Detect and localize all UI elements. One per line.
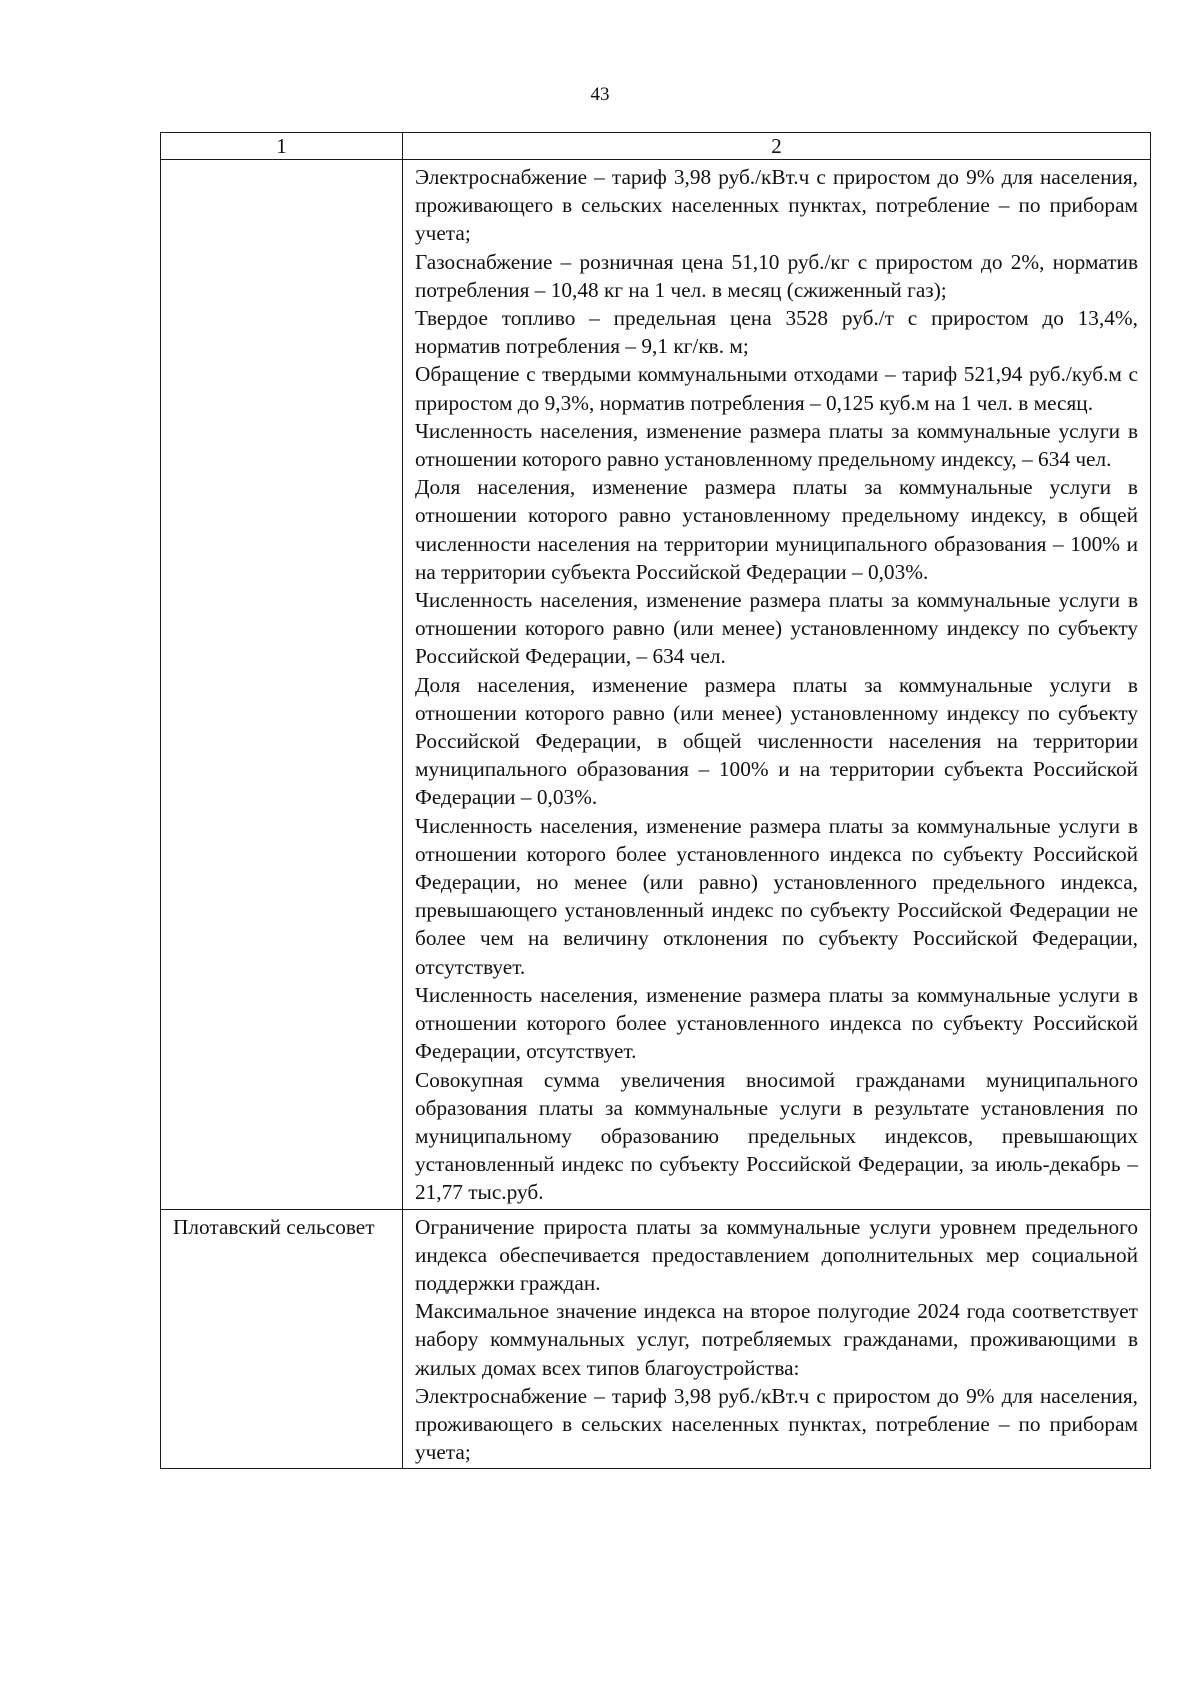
paragraph: Численность населения, изменение размера платы за коммунальные услуги в отношении которого более установленного индекса по субъекту Российской Федерации, но менее (или равно) установленного предельного индекса, превышающего установленный индекс по субъекту Российской Федерации не более чем на величину отклонения по субъекту Российской Федерации, отсутствует. bbox=[415, 813, 1138, 979]
paragraph: Численность населения, изменение размера платы за коммунальные услуги в отношении которого более установленного индекса по субъекту Российской Федерации, отсутствует. bbox=[415, 982, 1138, 1064]
table-header-row bbox=[161, 133, 1151, 160]
paragraph: Ограничение прироста платы за коммунальные услуги уровнем предельного индекса обеспечивается предоставлением дополнительных мер социальной поддержки граждан. bbox=[415, 1214, 1138, 1295]
tariff-table bbox=[160, 132, 1151, 1469]
column-header-2: 2 bbox=[403, 133, 1151, 160]
description-cell bbox=[403, 1209, 1151, 1469]
paragraph: Газоснабжение – розничная цена 51,10 руб./кг с приростом до 2%, норматив потребления – 10,48 кг на 1 чел. в месяц (сжиженный газ); bbox=[415, 249, 1138, 302]
paragraph: Максимальное значение индекса на второе полугодие 2024 года соответствует набору коммунальных услуг, потребляемых гражданами, проживающими в жилых домах всех типов благоустройства: bbox=[415, 1299, 1138, 1380]
description-cell bbox=[403, 160, 1151, 1210]
paragraph: Доля населения, изменение размера платы за коммунальные услуги в отношении которого равно (или менее) установленному индексу по субъекту Российской Федерации, в общей численности населения на территории муниципального образования – 100% и на территории субъекта Российской Федерации – 0,03%. bbox=[415, 672, 1138, 810]
paragraph: Электроснабжение – тариф 3,98 руб./кВт.ч с приростом до 9% для населения, проживающего в сельских населенных пунктах, потребление – по приборам учета; bbox=[415, 165, 1138, 246]
table-row bbox=[161, 160, 1151, 1210]
municipality-cell: Плотавский сельсовет bbox=[161, 1209, 403, 1469]
column-header-1: 1 bbox=[161, 133, 403, 160]
paragraph: Электроснабжение – тариф 3,98 руб./кВт.ч с приростом до 9% для населения, проживающего в сельских населенных пунктах, потребление – по приборам учета; bbox=[415, 1383, 1138, 1465]
page-number: 43 bbox=[590, 84, 610, 105]
paragraph: Совокупная сумма увеличения вносимой гражданами муниципального образования платы за коммунальные услуги в результате установления по муниципальному образованию предельных индексов, превышающих установленный индекс по субъекту Российской Федерации, за июль-декабрь – 21,77 тыс.руб. bbox=[415, 1067, 1138, 1205]
table-row bbox=[161, 1209, 1151, 1469]
paragraph: Доля населения, изменение размера платы за коммунальные услуги в отношении которого равно установленному предельному индексу, в общей численности населения на территории муниципального образования – 100% и на территории субъекта Российской Федерации – 0,03%. bbox=[415, 475, 1138, 584]
paragraph: Численность населения, изменение размера платы за коммунальные услуги в отношении которого равно установленному предельному индексу, – 634 чел. bbox=[415, 418, 1138, 472]
municipality-cell bbox=[161, 160, 403, 1210]
paragraph: Численность населения, изменение размера платы за коммунальные услуги в отношении которого равно (или менее) установленному индексу по субъекту Российской Федерации, – 634 чел. bbox=[415, 588, 1138, 669]
paragraph: Твердое топливо – предельная цена 3528 руб./т с приростом до 13,4%, норматив потребления – 9,1 кг/кв. м; bbox=[415, 306, 1138, 359]
paragraph: Обращение с твердыми коммунальными отходами – тариф 521,94 руб./куб.м с приростом до 9,3%, норматив потребления – 0,125 куб.м на 1 чел. в месяц. bbox=[415, 362, 1138, 415]
